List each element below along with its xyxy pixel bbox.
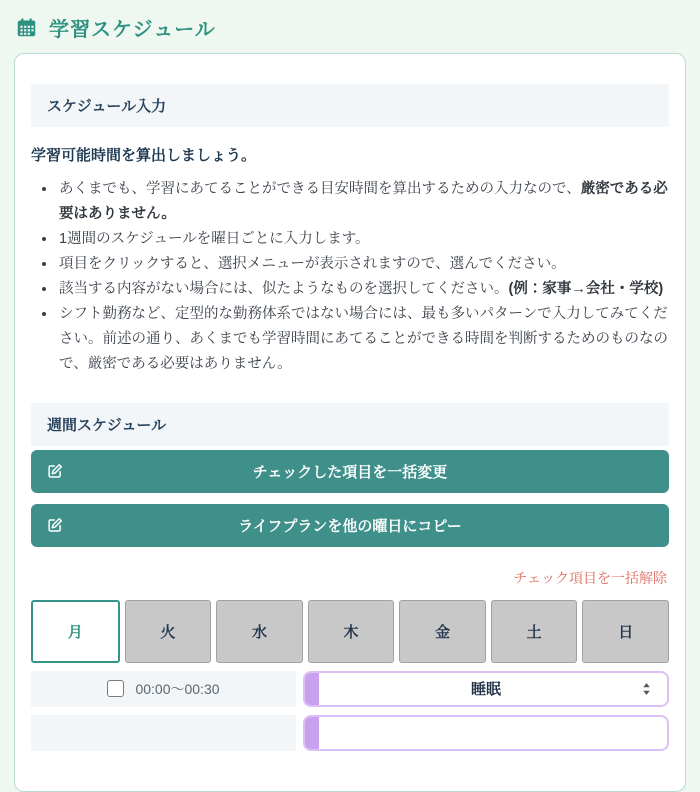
bulk-change-label: チェックした項目を一括変更 — [252, 463, 448, 481]
instruction-item: • 該当する内容がない場合には、似たようなものを選択してください。(例：家事→会社・学校) — [57, 277, 669, 302]
activity-value: 睡眠 — [470, 681, 501, 698]
updown-arrows-icon — [642, 682, 651, 695]
section-heading-weekly-schedule: 週間スケジュール — [31, 403, 669, 446]
uncheck-row — [33, 568, 667, 588]
day-tabs — [31, 600, 669, 663]
uncheck-all-link[interactable]: チェック項目を一括解除 — [513, 569, 667, 586]
activity-color-strip — [305, 717, 319, 749]
instruction-list — [31, 177, 669, 377]
copy-lifeplan-label: ライフプランを他の曜日にコピー — [238, 517, 462, 535]
edit-pencil-square-icon — [47, 463, 63, 479]
lead-text: 学習可能時間を算出しましょう。 — [31, 147, 257, 164]
slot-time-cell — [31, 715, 296, 751]
instruction-item: • シフト勤務など、定型的な勤務体系ではない場合には、最も多いパターンで入力してみてください。前述の通り、あくまでも学習時間にあてることができる時間を判断するためのものなので、厳密である必要はありません。 — [57, 302, 669, 377]
slot-checkbox[interactable] — [107, 680, 124, 697]
bulk-change-button[interactable] — [31, 450, 669, 493]
schedule-slot-row — [31, 715, 669, 751]
instruction-item: • 1週間のスケジュールを曜日ごとに入力します。 — [57, 227, 669, 252]
schedule-card — [14, 53, 686, 792]
activity-select[interactable] — [303, 671, 669, 707]
activity-select[interactable] — [303, 715, 669, 751]
calendar-icon — [16, 17, 37, 38]
edit-pencil-square-icon — [47, 517, 63, 533]
instruction-item: • あくまでも、学習にあてることができる目安時間を算出するための入力なので、厳密である必要はありません。 — [57, 177, 669, 227]
instruction-item: • 項目をクリックすると、選択メニューが表示されますので、選んでください。 — [57, 252, 669, 277]
day-tab-sunday[interactable]: 日 — [582, 600, 669, 663]
slot-time-cell — [31, 671, 296, 707]
page-header — [0, 0, 700, 53]
page-title: 学習スケジュール — [49, 19, 216, 41]
day-tab-tuesday[interactable]: 火 — [125, 600, 212, 663]
day-tab-monday[interactable]: 月 — [31, 600, 120, 663]
slot-time-label: 00:00〜00:30 — [135, 680, 220, 697]
activity-color-strip — [305, 673, 319, 705]
section-heading-schedule-input: スケジュール入力 — [31, 84, 669, 127]
day-tab-friday[interactable]: 金 — [399, 600, 486, 663]
day-tab-wednesday[interactable]: 水 — [216, 600, 303, 663]
day-tab-saturday[interactable]: 土 — [491, 600, 578, 663]
day-tab-thursday[interactable]: 木 — [308, 600, 395, 663]
schedule-slot-row — [31, 671, 669, 707]
copy-lifeplan-button[interactable] — [31, 504, 669, 547]
